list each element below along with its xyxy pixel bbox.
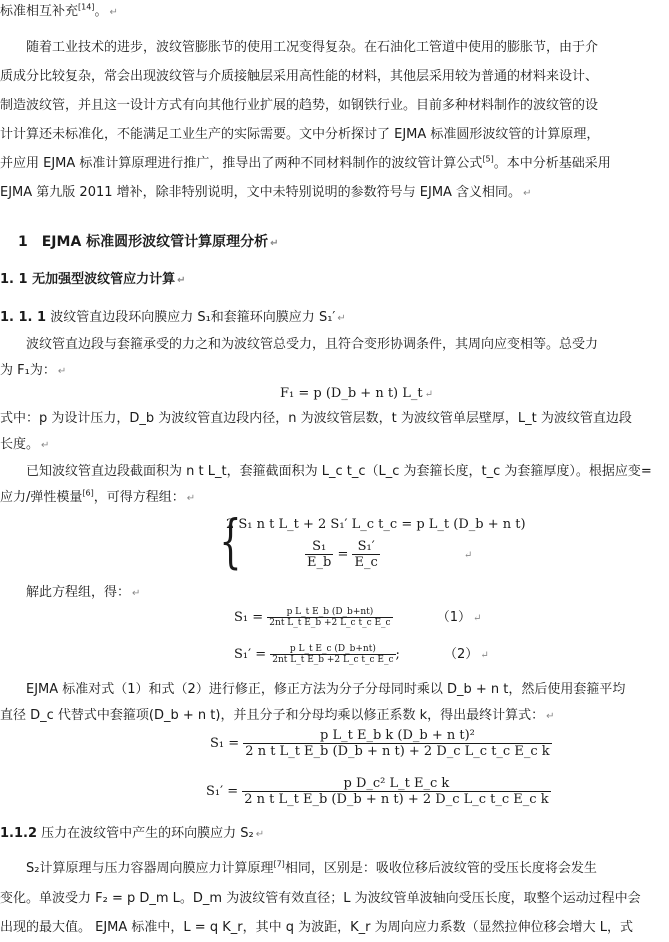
- paragraph-3-line-2: 长度。 ↵: [0, 437, 50, 452]
- paragraph-2-line-1: 波纹管直边段与套箍承受的力之和为波纹管总受力，且符合变形协调条件，其周向应变相等。总受力: [0, 337, 599, 352]
- paragraph-mark-icon: ↵: [177, 275, 186, 286]
- paragraph-mark-icon: ↵: [337, 313, 346, 324]
- paragraph-7-line-3: 出现的最大值。 EJMA 标准中，L = q K_r，其中 q 为波距，K_r 为周向应力系数（显然拉伸位移会增大 L，式: [0, 920, 633, 935]
- section-heading-1: 1 EJMA 标准圆形波纹管计算原理分析 ↵: [18, 234, 279, 250]
- paragraph-4-line-2: 应力/弹性模量[6]，可得方程组： ↵: [0, 488, 196, 505]
- equation-F1: F₁ = p (D_b + n t) L_t ↵: [280, 386, 433, 401]
- paragraph-6-line-2: 直径 D_c 代替式中套箍项(D_b + n t)，并且分子和分母均乘以修正系数 k，得出最终计算式： ↵: [0, 708, 555, 723]
- paragraph-5: 解此方程组，得： ↵: [0, 585, 141, 600]
- paragraph-mark-icon: ↵: [57, 366, 67, 377]
- paragraph-1-line-5: 并应用 EJMA 标准计算原理进行推广，推导出了两种不同材料制作的波纹管计算公式[5]。本中分析基础采用: [0, 154, 611, 171]
- equation-system-line-2: $\frac{\text{S₁}}{E\_b}$ = $\frac{\text{S₁′}}{E\_c}$ ↵: [307, 539, 473, 570]
- paragraph-2-line-2: 为 F₁为： ↵: [0, 363, 67, 378]
- paragraph-mark-icon: ↵: [270, 238, 279, 249]
- intro-line: [0, 2, 655, 23]
- paragraph-1-line-2: 质成分比较复杂，常会出现波纹管与介质接触层采用高性能的材料，其他层采用较为普通的材料来设计、: [0, 69, 599, 84]
- paragraph-6-line-1: EJMA 标准对式（1）和式（2）进行修正，修正方法为分子分母同时乘以 D_b + n t，然后使用套箍平均: [0, 682, 626, 697]
- section-heading-1-1: 1. 1 无加强型波纹管应力计算 ↵: [0, 272, 186, 287]
- paragraph-3-line-1: 式中：p 为设计压力，D_b 为波纹管直边段内径，n 为波纹管层数，t 为波纹管单层壁厚，L_t 为波纹管直边段: [0, 411, 632, 426]
- text: 。: [94, 4, 108, 19]
- brace-icon: {: [219, 507, 242, 575]
- paragraph-4-line-1: 已知波纹管直边段截面积为 n t L_t，套箍截面积为 L_c t_c（L_c 为套箍长度，t_c 为套箍厚度）。根据应变=: [0, 464, 652, 479]
- paragraph-7-line-1: S₂计算原理与压力容器周向膜应力计算原理[7]相同，区别是：吸收位移后波纹管的受压长度将会发生: [0, 859, 597, 876]
- formula-1: S₁ = $\frac{\text{p L\_t E\_b (D\_b+nt)}}{\text{2nt L\_t E\_b +2 L\_c t\_c E\_c}}$ （1） ↵: [234, 607, 482, 628]
- paragraph-mark-icon: ↵: [523, 188, 532, 199]
- section-heading-1-1-2: 1.1.2 压力在波纹管中产生的环向膜应力 S₂ ↵: [0, 826, 265, 841]
- equation-system-line-1: 2 S₁ n t L_t + 2 S₁′ L_c t_c = p L_t (D_b + n t): [226, 517, 526, 532]
- paragraph-1-line-6: EJMA 第九版 2011 增补，除非特别说明，文中未特别说明的参数符号与 EJMA 含义相同。 ↵: [0, 185, 532, 200]
- section-heading-1-1-1: 1. 1. 1 波纹管直边段环向膜应力 S₁和套箍环向膜应力 S₁′ ↵: [0, 310, 346, 325]
- formula-3: S₁ = $\frac{\text{p L\_t E\_b k (D\_b + n t)²}}{\text{2 n t L\_t E\_b (D\_b + n t) + 2 D\_c L\_c t\_c E\_c k}}$: [210, 728, 550, 759]
- paragraph-7-line-2: 变化。单波受力 F₂ = p D_m L。D_m 为波纹管有效直径；L 为波纹管单波轴向受压长度，取整个运动过程中会: [0, 891, 641, 906]
- formula-4: S₁′ = $\frac{\text{p D\_c² L\_t E\_c k}}{\text{2 n t L\_t E\_b (D\_b + n t) + 2 D\_c L\_c t\_c E\_c k}}$: [206, 776, 549, 807]
- formula-2: S₁′ = $\frac{\text{p L\_t E\_c (D\_b+nt)}}{\text{2nt L\_t E\_b +2 L\_c t\_c E\_c}}$ ; （2） ↵: [234, 644, 489, 665]
- paragraph-1-line-4: 计计算还未标准化，不能满足工业生产的实际需要。文中分析探讨了 EJMA 标准圆形波纹管的计算原理，: [0, 127, 600, 142]
- paragraph-1-line-1: 随着工业技术的进步，波纹管膨胀节的使用工况变得复杂。在石油化工管道中使用的膨胀节，由于介: [0, 40, 599, 55]
- text: 标准相互补充: [0, 4, 79, 19]
- paragraph-mark-icon: ↵: [109, 7, 118, 18]
- paragraph-1-line-3: 制造波纹管，并且这一设计方式有向其他行业扩展的趋势，如钢铁行业。目前多种材料制作的波纹管的设: [0, 98, 599, 113]
- citation: [14]: [78, 2, 95, 12]
